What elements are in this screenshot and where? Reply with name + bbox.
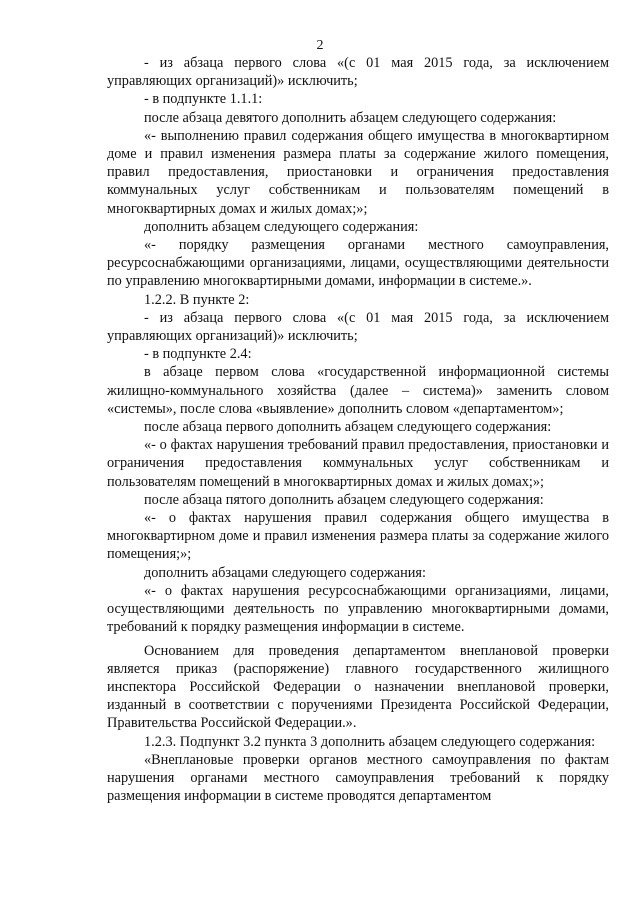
- paragraph: после абзаца пятого дополнить абзацем следующего содержания:: [144, 491, 544, 508]
- document-body: [107, 54, 609, 805]
- paragraph: «- о фактах нарушения правил содержания общего имущества в многоквартирном доме и правил изменения размера платы за содержание жилого помещения;»;: [107, 510, 609, 563]
- paragraph: - в подпункте 2.4:: [144, 346, 252, 363]
- paragraph: после абзаца девятого дополнить абзацем следующего содержания:: [144, 109, 557, 126]
- paragraph: «Внеплановые проверки органов местного самоуправления по фактам нарушения органами местного самоуправления требований к порядку размещения информации в системе проводятся департаментом: [107, 751, 609, 805]
- paragraph: в абзаце первом слова «государственной информационной системы жилищно-коммунального хозяйства (далее – система)» заменить словом «системы», после слова «выявление» дополнить словом «департаментом»;: [107, 364, 609, 417]
- paragraph: «- о фактах нарушения требований правил предоставления, приостановки и ограничения предоставления коммунальных услуг собственникам и пользователям помещений в многоквартирных домах и жилых домах;»;: [107, 437, 609, 490]
- paragraph: «- порядку размещения органами местного самоуправления, ресурсоснабжающими организациями, лицами, осуществляющими деятельности по управлению многоквартирными домами, информации в системе.».: [107, 237, 609, 290]
- paragraph: «- выполнению правил содержания общего имущества в многоквартирном доме и правил изменения размера платы за содержание жилого помещения, правил предоставления, приостановки и ограничения предоставления коммунальных услуг собственникам и пользователям помещений в многоквартирных домах и жилых домах;»;: [107, 127, 609, 217]
- paragraph: дополнить абзацем следующего содержания:: [144, 218, 419, 235]
- paragraph: «- о фактах нарушения ресурсоснабжающими организациями, лицами, осуществляющими деятельность по управлению многоквартирными домами, требований к порядку размещения информации в системе.: [107, 582, 609, 636]
- paragraph: 1.2.3. Подпункт 3.2 пункта 3 дополнить абзацем следующего содержания:: [144, 733, 596, 750]
- paragraph: - в подпункте 1.1.1:: [144, 91, 263, 108]
- page-number: 2: [316, 38, 324, 53]
- paragraph: после абзаца первого дополнить абзацем следующего содержания:: [144, 419, 552, 436]
- paragraph: - из абзаца первого слова «(с 01 мая 2015 года, за исключением управляющих организаций)» исключить;: [107, 55, 609, 90]
- paragraph: дополнить абзацами следующего содержания:: [144, 564, 426, 581]
- paragraph: 1.2.2. В пункте 2:: [144, 291, 250, 308]
- paragraph: - из абзаца первого слова «(с 01 мая 2015 года, за исключением управляющих организаций)» исключить;: [107, 309, 609, 345]
- paragraph: Основанием для проведения департаментом внеплановой проверки является приказ (распоряжение) главного государственного жилищного инспектора Российской Федерации о назначении внеплановой проверки, изданный в соответствии с поручениями Президента Российской Федерации, Правительства Российской Федерации.».: [107, 642, 609, 732]
